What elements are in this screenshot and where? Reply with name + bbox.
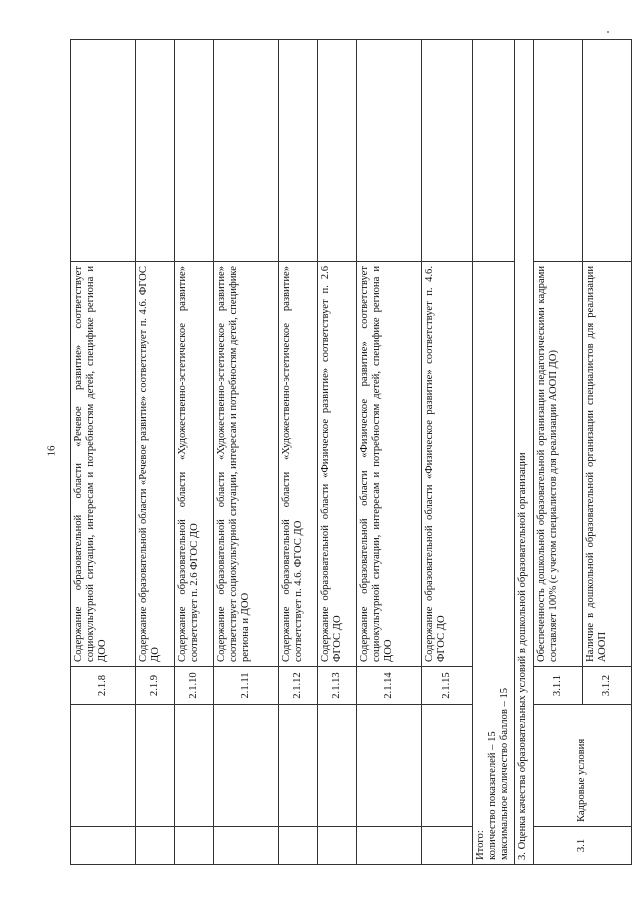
item-number: 2.1.14 [357,667,422,705]
table-row [214,40,279,865]
item-text: Содержание образовательной области «Физическое развитие» соответствует социокультурной ситуации, интересам и потребностям детей, специфике региона и ДОО [357,262,422,667]
empty-cell [175,827,214,865]
item-number: 2.1.12 [279,667,318,705]
score-cell [473,40,515,262]
item-text: Содержание образовательной области «Речевое развитие» соответствует социокультурной ситуации, интересам и потребностям детей, специфике региона и ДОО [71,262,136,667]
totals-count: количество показателей – 15 [487,731,499,860]
table-row [175,40,214,865]
table-row [136,40,175,865]
score-cell [318,40,357,262]
item-number: 2.1.13 [318,667,357,705]
score-cell [71,40,136,262]
item-text: Содержание образовательной области «Художественно-эстетическое развитие» соответствует п. 2.6 ФГОС ДО [175,262,214,667]
totals-max: максимальное количество баллов – 15 [499,687,511,860]
score-cell [279,40,318,262]
score-cell [582,40,631,262]
score-cell [533,40,582,262]
item-text: Содержание образовательной области «Художественно-эстетическое развитие» соответствует п. 4.6. ФГОС ДО [279,262,318,667]
score-cell [214,40,279,262]
empty-cell [71,827,136,865]
item-text: Наличие в дошкольной образовательной организации специалистов для реализации АООП [582,262,631,667]
empty-cell [175,705,214,827]
empty-cell [214,827,279,865]
item-number: 2.1.11 [214,667,279,705]
page-number: 16 [45,445,58,457]
empty-cell [71,705,136,827]
empty-cell [136,827,175,865]
table-row [318,40,357,865]
item-number: 2.1.9 [136,667,175,705]
section-header-row [514,40,533,865]
rotated-table-wrapper [70,40,610,865]
table-row [422,40,473,865]
section-title: 3. Оценка качества образовательных условий в дошкольной образовательной организации [514,40,533,865]
empty-cell [214,705,279,827]
score-cell [357,40,422,262]
item-number: 2.1.15 [422,667,473,705]
empty-cell [279,705,318,827]
item-number: 2.1.10 [175,667,214,705]
table-row [357,40,422,865]
score-cell [422,40,473,262]
item-text: Содержание образовательной области «Речевое развитие» соответствует п. 4.6. ФГОС ДО [136,262,175,667]
item-text: Содержание образовательной области «Физическое развитие» соответствует п. 4.6. ФГОС ДО [422,262,473,667]
totals-row [473,40,515,865]
totals-cell [473,262,515,865]
empty-cell [279,827,318,865]
group-label: Кадровые условия [533,705,631,827]
table-row [533,40,582,865]
item-text: Содержание образовательной области «Художественно-эстетическое развитие» соответствует социокультурной ситуации, интересам и потребностям детей, специфике региона и ДОО [214,262,279,667]
item-number: 2.1.8 [71,667,136,705]
item-number: 3.1.1 [533,667,582,705]
item-text: Содержание образовательной области «Физическое развитие» соответствует п. 2.6 ФГОС ДО [318,262,357,667]
empty-cell [136,705,175,827]
scan-speck [607,31,609,33]
table-row [71,40,136,865]
item-number: 3.1.2 [582,667,631,705]
totals-label: Итого: [475,830,486,860]
empty-cell [422,827,473,865]
empty-cell [357,827,422,865]
empty-cell [318,827,357,865]
empty-cell [318,705,357,827]
criteria-table [70,39,632,865]
group-number: 3.1 [533,827,631,865]
empty-cell [422,705,473,827]
item-text: Обеспеченность дошкольной образовательной организации педагогическими кадрами составляет 100% (с учетом специалистов для реализации АООП ДО) [533,262,582,667]
empty-cell [357,705,422,827]
score-cell [175,40,214,262]
score-cell [136,40,175,262]
table-row [279,40,318,865]
